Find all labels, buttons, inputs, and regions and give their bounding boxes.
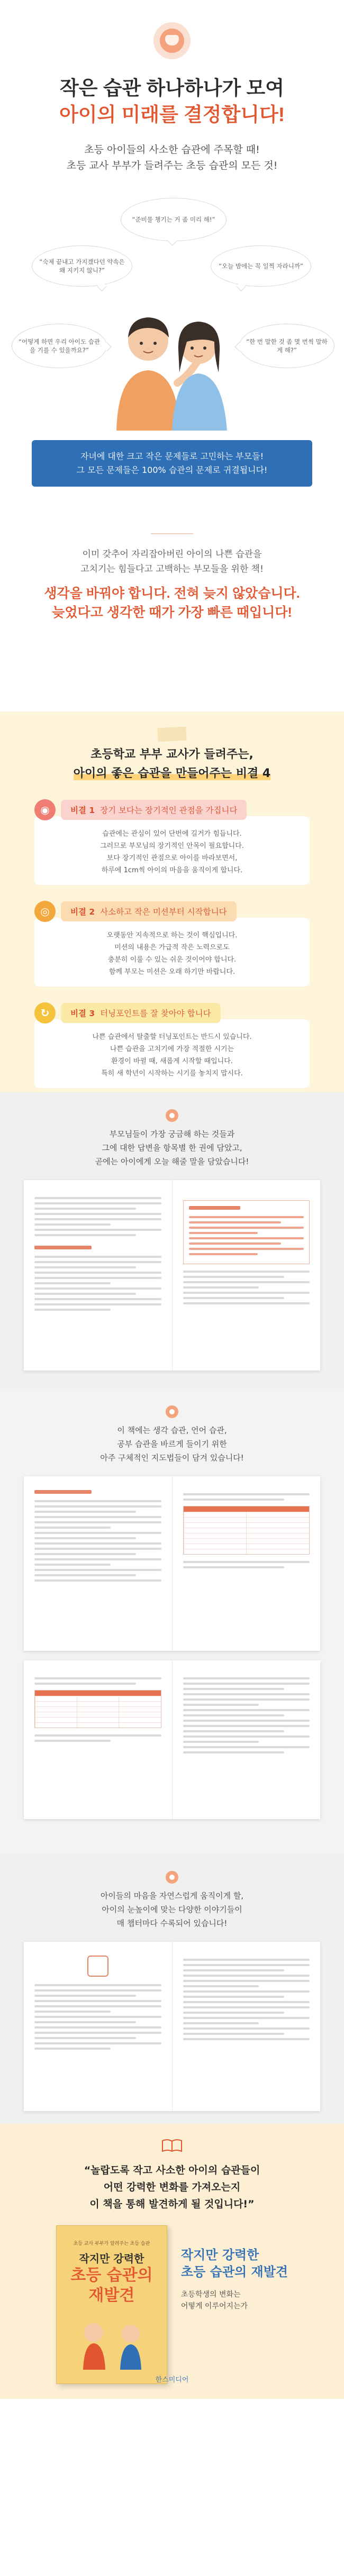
preview-caption xyxy=(0,1889,344,1930)
hero-subtitle-line2: 초등 교사 부부가 들려주는 초등 습관의 모든 것! xyxy=(66,160,278,171)
secret-number: 비결 1 xyxy=(70,806,95,815)
preview-caption xyxy=(0,1127,344,1168)
desc-line: 미션의 내용은 가급적 작은 노력으로도 xyxy=(114,944,230,952)
desc-line: 나쁜 습관에서 탈출할 터닝포인트는 반드시 있습니다. xyxy=(92,1033,252,1041)
bottom-quote xyxy=(0,2162,344,2213)
intro-emph-line1: 생각을 바꿔야 합니다. 전혀 늦지 않았습니다. xyxy=(44,586,300,601)
hero-subtitle-line1: 초등 아이들의 사소한 습관에 주목할 때! xyxy=(84,144,260,156)
desc-line: 오랫동안 지속적으로 하는 것이 핵심입니다. xyxy=(106,931,238,939)
secret-description xyxy=(34,918,310,986)
book-page xyxy=(24,1660,172,1819)
callout-line2: 그 모든 문제들은 100% 습관의 문제로 귀결됩니다! xyxy=(76,465,268,475)
book-spread-image xyxy=(24,1942,320,2111)
desc-line: 나쁜 습관을 고치기에 가장 적절한 시기는 xyxy=(110,1045,234,1053)
intro-emphasis xyxy=(0,584,344,622)
publisher-logo: 한스미디어 xyxy=(155,2376,189,2384)
quote-line: 이 책을 통해 발견하게 될 것입니다!” xyxy=(89,2198,255,2210)
bottom-section xyxy=(0,2124,344,2399)
cover-title-2: 초등 습관의 xyxy=(70,2266,153,2285)
preview-section xyxy=(0,1854,344,2124)
hero-title xyxy=(0,75,344,128)
parents-illustration xyxy=(0,187,344,431)
pin-icon xyxy=(166,1109,178,1122)
desc-line: 보다 장기적인 관점으로 아이를 바라보면서, xyxy=(106,854,238,862)
intro-text xyxy=(0,547,344,577)
secrets-heading-line1: 초등학교 부부 교사가 들려주는, xyxy=(90,748,254,761)
book-page xyxy=(24,1180,172,1371)
hero-subtitle xyxy=(0,142,344,173)
secret-description xyxy=(34,816,310,885)
speech-bubble: “어떻게 하면 우리 아이도 습관을 기를 수 있을까요?” xyxy=(12,324,107,368)
callout-line1: 자녀에 대한 크고 작은 문제들로 고민하는 부모들! xyxy=(80,451,264,461)
open-book-icon xyxy=(161,2139,183,2152)
pin-icon xyxy=(166,1871,178,1884)
cover-title-3: 재발견 xyxy=(88,2286,135,2305)
book-title-line2: 초등 습관의 재발견 xyxy=(180,2264,288,2279)
book-badge-icon xyxy=(153,22,191,59)
hero-title-line1: 작은 습관 하나하나가 모여 xyxy=(59,77,284,99)
cover-subtitle: 초등 교사 부부가 알려주는 초등 습관 xyxy=(73,2241,150,2246)
book-spread-image xyxy=(24,1180,320,1371)
desc-line: 충분히 이룰 수 있는 쉬운 것이어야 합니다. xyxy=(107,956,237,964)
secret-description xyxy=(34,1019,310,1088)
hero-title-line2: 아이의 미래를 결정합니다! xyxy=(59,104,285,125)
book-page xyxy=(24,1942,172,2111)
speech-bubble: “오늘 밤에는 꼭 일찍 자라니까” xyxy=(211,245,311,287)
desc-line: 환경이 바뀔 때, 새롭게 시작할 때입니다. xyxy=(111,1057,233,1065)
book-cover xyxy=(56,2225,167,2384)
hero-section xyxy=(0,0,344,518)
desc-line: 어떻게 이루어지는가 xyxy=(180,2302,248,2310)
turning-point-icon: ↻ xyxy=(34,1002,56,1024)
intro-emph-line2: 늦었다고 생각한 때가 가장 빠른 때입니다! xyxy=(52,605,292,620)
quote-line: 어떤 강력한 변화를 가져오는지 xyxy=(103,2181,241,2193)
quote-line: “놀랍도록 작고 사소한 아이의 습관들이 xyxy=(84,2164,260,2176)
caption-line: 곧에는 아이에게 오늘 해줄 말을 담았습니다! xyxy=(95,1157,249,1166)
intro-text-line1: 이미 갖추어 자리잡아버린 아이의 나쁜 습관을 xyxy=(82,549,262,560)
book-spread-image xyxy=(24,1476,320,1651)
couple-illustration xyxy=(98,293,246,431)
desc-line: 초등학생의 변화는 xyxy=(180,2290,241,2299)
secret-item xyxy=(34,901,310,986)
desc-line: 습관에는 관심이 있어 단번에 길거가 힘듭니다. xyxy=(102,830,242,838)
speech-bubble: “한 번 말한 것 좀 몇 번씩 말하게 해?” xyxy=(239,324,334,368)
desc-line: 하루에 1cm씩 아이의 마음을 움직이게 합니다. xyxy=(101,866,243,874)
book-description xyxy=(181,2289,288,2312)
preview-section xyxy=(0,1092,344,1389)
caption-line: 부모님들이 가장 궁금해 하는 것들과 xyxy=(109,1129,235,1139)
book-page xyxy=(172,1180,321,1371)
hero-callout-box xyxy=(32,440,312,487)
pin-icon xyxy=(166,1405,178,1418)
book-page xyxy=(172,1476,321,1651)
secret-title: 사소하고 작은 미션부터 시작합니다 xyxy=(100,907,227,917)
intro-text-line2: 고치기는 힘들다고 고백하는 부모들을 위한 책! xyxy=(80,564,264,574)
caption-line: 공부 습관을 바르게 들이기 위한 xyxy=(117,1439,227,1449)
secret-title: 터닝포인트를 잘 찾아야 합니다 xyxy=(100,1009,211,1018)
kids-illustration xyxy=(67,2312,157,2370)
speech-bubble: “숙제 끝내고 가지겠다던 약속은 왜 지키지 않니?” xyxy=(32,245,132,287)
tape-decoration xyxy=(157,727,186,742)
secret-item xyxy=(34,799,310,885)
caption-line: 그에 대한 답변을 항목별 한 권에 담았고, xyxy=(102,1143,242,1153)
secret-title: 장기 보다는 장기적인 관점을 가집니다 xyxy=(100,806,238,815)
secret-number: 비결 3 xyxy=(70,1009,95,1018)
intro-section xyxy=(0,518,344,711)
secrets-heading-line2: 아이의 좋은 습관을 만들어주는 비결 4 xyxy=(73,767,271,780)
eye-icon: ◉ xyxy=(34,799,56,820)
book-page xyxy=(172,1942,321,2111)
target-icon: ◎ xyxy=(34,901,56,922)
book-title-line1: 작지만 강력한 xyxy=(180,2248,259,2262)
secret-item xyxy=(34,1002,310,1088)
desc-line: 함께 부모는 미션은 오래 하기만 바랍니다. xyxy=(108,968,236,976)
desc-line: 특히 새 학년이 시작하는 시기를 놓치지 맙시다. xyxy=(101,1070,243,1077)
desc-line: 그러므로 부모님의 장기적인 안목이 필요합니다. xyxy=(100,842,244,850)
speech-bubble: “준비물 챙기는 거 좀 미리 해!” xyxy=(121,198,227,241)
preview-caption xyxy=(0,1423,344,1465)
divider xyxy=(151,533,193,534)
book-spread-image xyxy=(24,1660,320,1819)
caption-line: 이 책에는 생각 습관, 언어 습관, xyxy=(117,1426,227,1435)
secrets-section xyxy=(0,711,344,1092)
book-info xyxy=(181,2225,288,2384)
book-page xyxy=(24,1476,172,1651)
caption-line: 아이들의 마음을 자연스럽게 움직이게 할, xyxy=(100,1891,244,1901)
preview-section xyxy=(0,1389,344,1854)
book-page xyxy=(172,1660,321,1819)
caption-line: 매 챕터마다 수록되어 있습니다! xyxy=(116,1919,228,1928)
secrets-heading xyxy=(0,745,344,783)
caption-line: 아주 구체적인 지도법들이 담겨 있습니다! xyxy=(100,1453,244,1463)
caption-line: 아이의 눈높이에 맞는 다양한 이야기들이 xyxy=(102,1905,242,1914)
cover-title-1: 작지만 강력한 xyxy=(79,2252,144,2265)
secret-number: 비결 2 xyxy=(70,907,95,917)
